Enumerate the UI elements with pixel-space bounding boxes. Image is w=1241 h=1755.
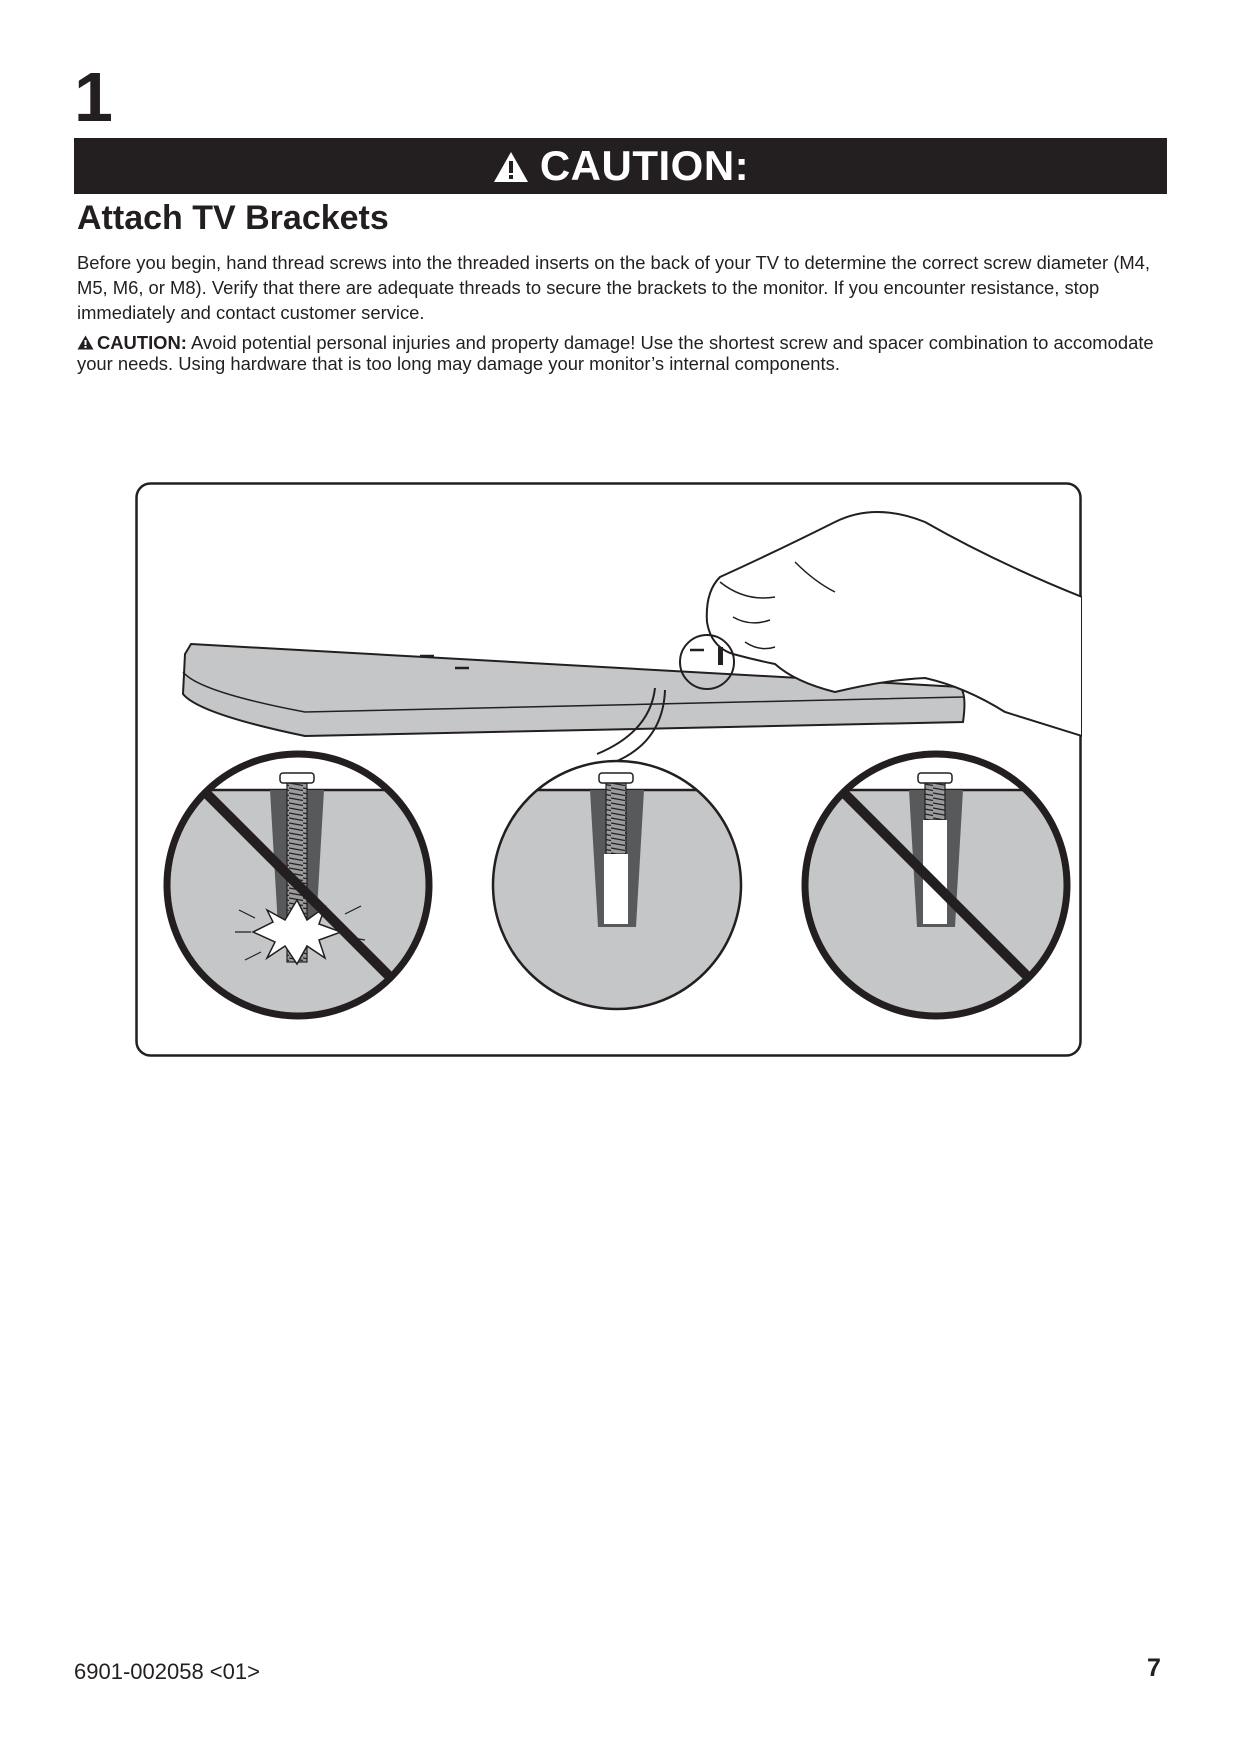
- caution-banner: [74, 138, 1167, 194]
- document-code: 6901-002058 <01>: [74, 1659, 260, 1684]
- intro-paragraph: Before you begin, hand thread screws into the threaded inserts on the back of your TV to determine the correct screw diameter (M4, M5, M6, or M8). Verify that there are adequate threads to secure the brackets to the monitor. If you encounter resistance, stop immediately and contact customer service.: [77, 252, 1151, 323]
- bracket-illustration: [135, 482, 1082, 1057]
- caution-banner-label: CAUTION:: [539, 142, 750, 189]
- caution-inline-label: CAUTION:: [97, 332, 187, 353]
- step-number: 1: [74, 58, 113, 136]
- section-title: Attach TV Brackets: [77, 199, 389, 237]
- warning-triangle-icon: [492, 150, 530, 184]
- warning-triangle-small-icon: [77, 335, 94, 350]
- caution-paragraph: [77, 332, 1167, 374]
- page-number: 7: [1147, 1654, 1161, 1682]
- caution-inline-text: Avoid potential personal injuries and property damage! Use the shortest screw and spacer combination to accomodate your needs. Using hardware that is too long may damage your monitor’s internal components.: [77, 332, 1154, 374]
